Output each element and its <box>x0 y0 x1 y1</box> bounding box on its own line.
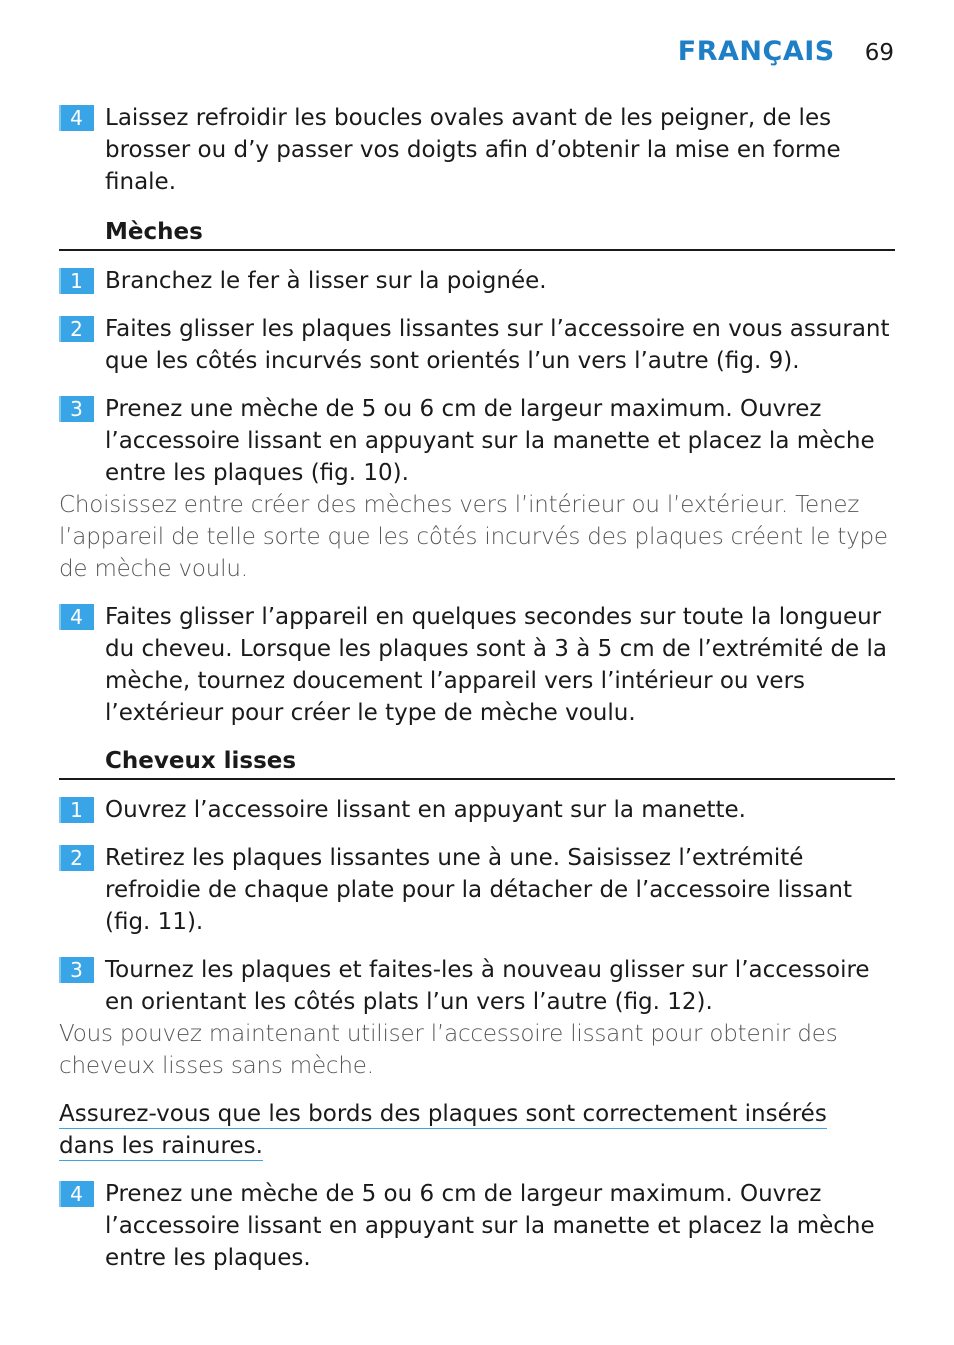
step-text: Faites glisser l’appareil en quelques secondes sur toute la longueur du cheveu. Lorsque les plaques sont à 3 à 5 cm de l’extrémité de la mèche, tournez doucement l’appareil vers l’intérieur ou vers l’extérieur pour créer le type de mèche voulu. <box>105 604 887 726</box>
step-item <box>59 954 895 1018</box>
step-text: Laissez refroidir les boucles ovales avant de les peigner, de les brosser ou d’y passer vos doigts afin d’obtenir la mise en forme finale. <box>105 105 841 195</box>
step-item <box>59 842 895 938</box>
step-item <box>59 1178 895 1274</box>
section-title-meches: Mèches <box>59 216 895 251</box>
warning-label: Assurez-vous que les bords des plaques sont correctement insérés dans les rainures. <box>59 1101 827 1159</box>
step-text: Ouvrez l’accessoire lissant en appuyant sur la manette. <box>105 797 746 823</box>
step-item <box>59 102 895 198</box>
step-number-badge: 4 <box>59 604 94 630</box>
step-text: Retirez les plaques lissantes une à une. Saisissez l’extrémité refroidie de chaque plate pour la détacher de l’accessoire lissant (fig. 11). <box>105 845 853 935</box>
step-number-badge: 3 <box>59 396 94 422</box>
step-number-badge: 1 <box>59 797 94 823</box>
page-number: 69 <box>864 40 894 66</box>
step-number-badge: 2 <box>59 316 94 342</box>
note-text: Vous pouvez maintenant utiliser l’accessoire lissant pour obtenir des cheveux lisses sans mèche. <box>59 1021 838 1079</box>
step-text: Faites glisser les plaques lissantes sur l’accessoire en vous assurant que les côtés incurvés sont orientés l’un vers l’autre (fig. 9). <box>105 316 890 374</box>
step-number-badge: 2 <box>59 845 94 871</box>
page-content <box>59 102 895 1290</box>
step-text: Prenez une mèche de 5 ou 6 cm de largeur maximum. Ouvrez l’accessoire lissant en appuyant sur la manette et placez la mèche entre les plaques. <box>105 1181 875 1271</box>
step-number-badge: 3 <box>59 957 94 983</box>
step-text: Branchez le fer à lisser sur la poignée. <box>105 268 547 294</box>
step-item <box>59 265 895 297</box>
step-text: Tournez les plaques et faites-les à nouveau glisser sur l’accessoire en orientant les côtés plats l’un vers l’autre (fig. 12). <box>105 957 870 1015</box>
step-item <box>59 313 895 377</box>
section-title-cheveux-lisses: Cheveux lisses <box>59 745 895 780</box>
step-item <box>59 794 895 826</box>
step-number-badge: 4 <box>59 105 94 131</box>
language-label: FRANÇAIS <box>677 36 835 67</box>
warning-text <box>59 1098 849 1162</box>
note-text: Choisissez entre créer des mèches vers l’intérieur ou l’extérieur. Tenez l’appareil de telle sorte que les côtés incurvés des plaques créent le type de mèche voulu. <box>59 492 888 582</box>
step-number-badge: 4 <box>59 1181 94 1207</box>
page-header <box>678 36 894 67</box>
step-item <box>59 393 895 489</box>
step-number-badge: 1 <box>59 268 94 294</box>
step-item <box>59 601 895 729</box>
step-text: Prenez une mèche de 5 ou 6 cm de largeur maximum. Ouvrez l’accessoire lissant en appuyant sur la manette et placez la mèche entre les plaques (fig. 10). <box>105 396 875 486</box>
